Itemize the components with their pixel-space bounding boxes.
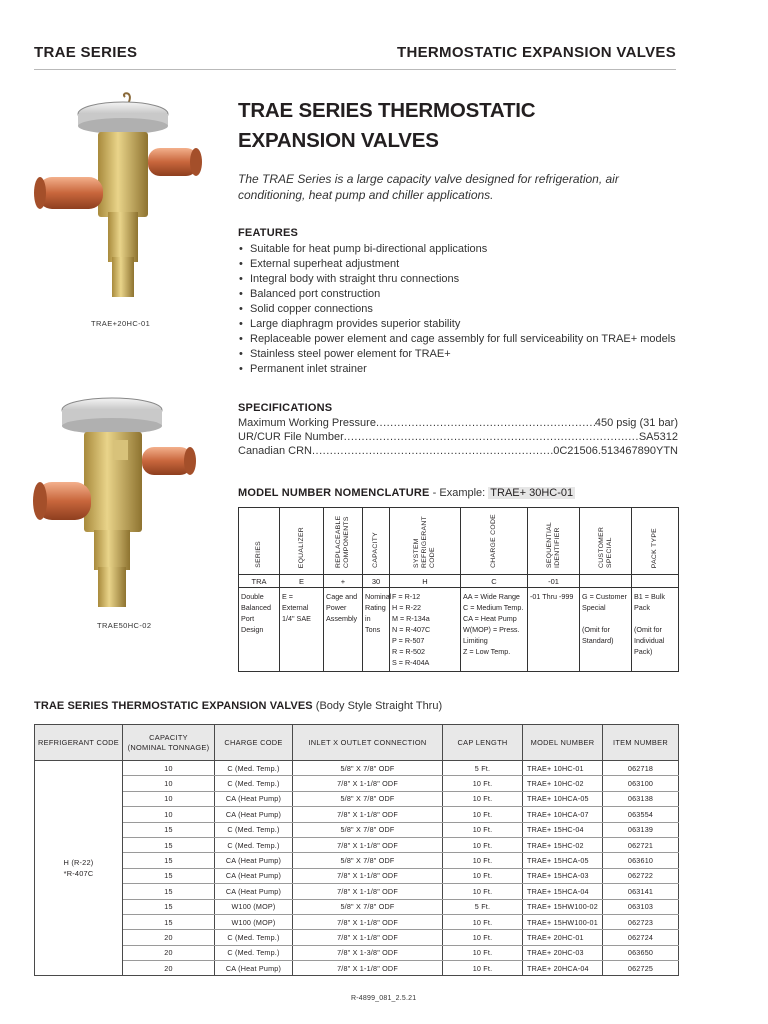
feature-item: • Integral body with straight thru connections [238, 272, 678, 287]
model-number-cell: TRAE+ 10HCA-05 [523, 791, 603, 806]
nomenclature-code: E [280, 575, 324, 588]
connection-cell: 7/8" X 1-1/8" ODF [293, 837, 443, 852]
spec-label: Maximum Working Pressure [238, 417, 376, 429]
nomenclature-desc: B1 = Bulk Pack (Omit for Individual Pack) [632, 588, 679, 672]
table-row [35, 868, 679, 883]
nomenclature-header-row [239, 508, 679, 575]
nomenclature-desc: Cage and Power Assembly [324, 588, 363, 672]
item-number-cell: 063554 [603, 807, 679, 822]
model-number-cell: TRAE+ 15HC-02 [523, 837, 603, 852]
feature-item: • Replaceable power element and cage assembly for full serviceability on TRAE+ models [238, 332, 678, 347]
capacity-cell: 10 [123, 791, 215, 806]
charge-code-cell: W100 (MOP) [215, 914, 293, 929]
table-row [35, 791, 679, 806]
item-number-cell: 062722 [603, 868, 679, 883]
valves-table-header-row [35, 725, 679, 761]
cap-length-cell: 10 Ft. [443, 776, 523, 791]
capacity-cell: 15 [123, 884, 215, 899]
spec-row [238, 445, 678, 459]
nomenclature-header-cell [580, 508, 632, 575]
nomenclature-header-text: PACK TYPE [651, 527, 658, 568]
model-number-cell: TRAE+ 10HC-01 [523, 761, 603, 776]
capacity-cell: 15 [123, 822, 215, 837]
features-heading: FEATURES [238, 227, 299, 239]
item-number-cell: 062723 [603, 914, 679, 929]
capacity-cell: 10 [123, 807, 215, 822]
nomenclature-header-cell [461, 508, 528, 575]
table-row [35, 914, 679, 929]
page-title-line-2: EXPANSION VALVES [238, 129, 439, 152]
valves-table [34, 724, 679, 976]
table-row [35, 945, 679, 960]
nomenclature-desc: Nominal Rating in Tons [363, 588, 390, 672]
spec-label: Canadian CRN [238, 445, 312, 457]
feature-item: • Large diaphragm provides superior stability [238, 317, 678, 332]
valve-caption-2: TRAE50HC-02 [97, 621, 152, 630]
model-number-cell: TRAE+ 20HC-01 [523, 930, 603, 945]
nomenclature-desc: F = R-12 H = R-22 M = R-134a N = R-407C P = R-507 R = R-502 S = R-404A [390, 588, 461, 672]
table-row [35, 930, 679, 945]
page-title [238, 96, 658, 156]
capacity-cell: 15 [123, 868, 215, 883]
nomenclature-header-cell [528, 508, 580, 575]
nomenclature-header-cell [239, 508, 280, 575]
nomenclature-code: + [324, 575, 363, 588]
intro-text: The TRAE Series is a large capacity valve designed for refrigeration, air conditioning, heat pump and chiller applications. [238, 172, 619, 202]
header-rule [34, 69, 676, 70]
capacity-cell: 20 [123, 930, 215, 945]
connection-cell: 5/8" X 7/8" ODF [293, 791, 443, 806]
charge-code-cell: C (Med. Temp.) [215, 837, 293, 852]
column-header: CHARGE CODE [215, 725, 293, 761]
feature-item: • External superheat adjustment [238, 257, 678, 272]
model-number-cell: TRAE+ 15HC-04 [523, 822, 603, 837]
item-number-cell: 063139 [603, 822, 679, 837]
capacity-cell: 15 [123, 837, 215, 852]
item-number-cell: 063103 [603, 899, 679, 914]
table-row [35, 884, 679, 899]
cap-length-cell: 10 Ft. [443, 822, 523, 837]
nomenclature-header-text: REPLACEABLE COMPONENTS [335, 515, 350, 568]
connection-cell: 7/8" X 1-1/8" ODF [293, 807, 443, 822]
feature-item: • Permanent inlet strainer [238, 362, 678, 377]
model-number-cell: TRAE+ 15HCA-04 [523, 884, 603, 899]
feature-item: • Stainless steel power element for TRAE+ [238, 347, 678, 362]
nomenclature-desc-row [239, 588, 679, 672]
nomenclature-header-text: EQUALIZER [297, 526, 305, 568]
specifications-heading: SPECIFICATIONS [238, 402, 333, 414]
nomenclature-header-cell [363, 508, 390, 575]
charge-code-cell: CA (Heat Pump) [215, 853, 293, 868]
spec-leader [376, 417, 595, 431]
nomenclature-header-cell [390, 508, 461, 575]
cap-length-cell: 5 Ft. [443, 761, 523, 776]
column-header: CAP LENGTH [443, 725, 523, 761]
nomenclature-header-cell [632, 508, 679, 575]
spec-label: UR/CUR File Number [238, 431, 344, 443]
feature-item: • Balanced port construction [238, 287, 678, 302]
connection-cell: 7/8" X 1-3/8" ODF [293, 945, 443, 960]
charge-code-cell: W100 (MOP) [215, 899, 293, 914]
column-header: CAPACITY (NOMINAL TONNAGE) [123, 725, 215, 761]
nomenclature-code: -01 [528, 575, 580, 588]
connection-cell: 5/8" X 7/8" ODF [293, 761, 443, 776]
page-header [34, 44, 676, 66]
charge-code-cell: CA (Heat Pump) [215, 807, 293, 822]
model-number-cell: TRAE+ 15HW100-01 [523, 914, 603, 929]
spec-row [238, 431, 678, 445]
connection-cell: 7/8" X 1-1/8" ODF [293, 868, 443, 883]
capacity-cell: 15 [123, 853, 215, 868]
feature-item: • Solid copper connections [238, 302, 678, 317]
table-row [35, 822, 679, 837]
features-list [238, 242, 678, 377]
header-category: THERMOSTATIC EXPANSION VALVES [397, 44, 676, 61]
nomenclature-header-text: SYSTEM REFRIGERANT CODE [413, 516, 436, 568]
charge-code-cell: C (Med. Temp.) [215, 930, 293, 945]
valve-image-1 [30, 92, 210, 307]
item-number-cell: 062721 [603, 837, 679, 852]
nomenclature-code: TRA [239, 575, 280, 588]
charge-code-cell: CA (Heat Pump) [215, 868, 293, 883]
model-number-cell: TRAE+ 10HCA-07 [523, 807, 603, 822]
nomenclature-example-prefix: - Example: [429, 487, 489, 499]
nomenclature-header-cell [324, 508, 363, 575]
nomenclature-code [632, 575, 679, 588]
connection-cell: 7/8" X 1-1/8" ODF [293, 776, 443, 791]
cap-length-cell: 10 Ft. [443, 853, 523, 868]
model-number-cell: TRAE+ 20HC-03 [523, 945, 603, 960]
spec-value: 0C21506.513467890YTN [553, 445, 678, 457]
valve-caption-1: TRAE+20HC-01 [91, 319, 151, 328]
capacity-cell: 20 [123, 961, 215, 976]
model-number-cell: TRAE+ 15HCA-03 [523, 868, 603, 883]
cap-length-cell: 10 Ft. [443, 961, 523, 976]
item-number-cell: 062724 [603, 930, 679, 945]
nomenclature-code-row [239, 575, 679, 588]
model-number-cell: TRAE+ 10HC-02 [523, 776, 603, 791]
column-header: MODEL NUMBER [523, 725, 603, 761]
nomenclature-example: TRAE+ 30HC-01 [490, 487, 574, 499]
connection-cell: 5/8" X 7/8" ODF [293, 853, 443, 868]
table-row [35, 761, 679, 776]
spec-value: SA5312 [638, 431, 678, 443]
connection-cell: 7/8" X 1-1/8" ODF [293, 930, 443, 945]
item-number-cell: 062725 [603, 961, 679, 976]
nomenclature-desc: Double Balanced Port Design [239, 588, 280, 672]
spec-leader [312, 445, 553, 459]
nomenclature-title: MODEL NUMBER NOMENCLATURE [238, 487, 430, 499]
feature-item: • Suitable for heat pump bi-directional applications [238, 242, 678, 257]
cap-length-cell: 10 Ft. [443, 868, 523, 883]
capacity-cell: 10 [123, 776, 215, 791]
cap-length-cell: 10 Ft. [443, 837, 523, 852]
charge-code-cell: C (Med. Temp.) [215, 945, 293, 960]
item-number-cell: 063650 [603, 945, 679, 960]
nomenclature-header-text: CUSTOMER SPECIAL [597, 526, 613, 568]
nomenclature-heading [238, 487, 575, 499]
table-row [35, 853, 679, 868]
connection-cell: 5/8" X 7/8" ODF [293, 822, 443, 837]
nomenclature-desc: AA = Wide Range C = Medium Temp. CA = Heat Pump W(MOP) = Press. Limiting Z = Low Temp. [461, 588, 528, 672]
document-code: R-4899_081_2.5.21 [351, 995, 417, 1002]
charge-code-cell: C (Med. Temp.) [215, 761, 293, 776]
capacity-cell: 15 [123, 899, 215, 914]
charge-code-cell: C (Med. Temp.) [215, 822, 293, 837]
valves-table-heading [34, 700, 442, 712]
table-row [35, 961, 679, 976]
charge-code-cell: CA (Heat Pump) [215, 884, 293, 899]
header-series: TRAE SERIES [34, 44, 138, 61]
item-number-cell: 063100 [603, 776, 679, 791]
charge-code-cell: CA (Heat Pump) [215, 961, 293, 976]
nomenclature-header-cell [280, 508, 324, 575]
valves-table-subtitle: (Body Style Straight Thru) [312, 700, 443, 712]
spec-value: 450 psig (31 bar) [594, 417, 678, 429]
nomenclature-code: H [390, 575, 461, 588]
connection-cell: 7/8" X 1-1/8" ODF [293, 884, 443, 899]
spec-leader [344, 431, 639, 445]
model-number-cell: TRAE+ 15HCA-05 [523, 853, 603, 868]
table-row [35, 776, 679, 791]
valves-table-title: TRAE SERIES THERMOSTATIC EXPANSION VALVES [34, 700, 313, 712]
column-header: REFRIGERANT CODE [35, 725, 123, 761]
spec-row [238, 417, 678, 431]
item-number-cell: 063610 [603, 853, 679, 868]
connection-cell: 5/8" X 7/8" ODF [293, 899, 443, 914]
cap-length-cell: 10 Ft. [443, 884, 523, 899]
nomenclature-header-text: SERIES [255, 541, 262, 568]
cap-length-cell: 10 Ft. [443, 791, 523, 806]
model-number-cell: TRAE+ 15HW100-02 [523, 899, 603, 914]
capacity-cell: 10 [123, 761, 215, 776]
cap-length-cell: 10 Ft. [443, 945, 523, 960]
valve-image-2 [32, 392, 204, 612]
nomenclature-desc: G = Customer Special (Omit for Standard) [580, 588, 632, 672]
table-row [35, 899, 679, 914]
item-number-cell: 062718 [603, 761, 679, 776]
cap-length-cell: 10 Ft. [443, 807, 523, 822]
item-number-cell: 063138 [603, 791, 679, 806]
nomenclature-header-text: SEQUENTIAL IDENTIFIER [545, 522, 561, 568]
cap-length-cell: 5 Ft. [443, 899, 523, 914]
nomenclature-table [238, 507, 679, 672]
nomenclature-desc: E = External 1/4" SAE [280, 588, 324, 672]
charge-code-cell: C (Med. Temp.) [215, 776, 293, 791]
connection-cell: 7/8" X 1-1/8" ODF [293, 961, 443, 976]
capacity-cell: 15 [123, 914, 215, 929]
cap-length-cell: 10 Ft. [443, 930, 523, 945]
refrigerant-code-cell: H (R-22) *R-407C [35, 761, 123, 976]
charge-code-cell: CA (Heat Pump) [215, 791, 293, 806]
model-number-cell: TRAE+ 20HCA-04 [523, 961, 603, 976]
valves-table-body [35, 761, 679, 976]
nomenclature-header-text: CHARGE CODE [490, 514, 497, 568]
cap-length-cell: 10 Ft. [443, 914, 523, 929]
column-header: ITEM NUMBER [603, 725, 679, 761]
table-row [35, 807, 679, 822]
column-header: INLET X OUTLET CONNECTION [293, 725, 443, 761]
connection-cell: 7/8" X 1-1/8" ODF [293, 914, 443, 929]
page-title-line-1: TRAE SERIES THERMOSTATIC [238, 99, 536, 122]
nomenclature-code: 30 [363, 575, 390, 588]
nomenclature-header-text: CAPACITY [372, 532, 379, 568]
nomenclature-desc: -01 Thru -999 [528, 588, 580, 672]
nomenclature-code [580, 575, 632, 588]
item-number-cell: 063141 [603, 884, 679, 899]
capacity-cell: 20 [123, 945, 215, 960]
table-row [35, 837, 679, 852]
nomenclature-code: C [461, 575, 528, 588]
